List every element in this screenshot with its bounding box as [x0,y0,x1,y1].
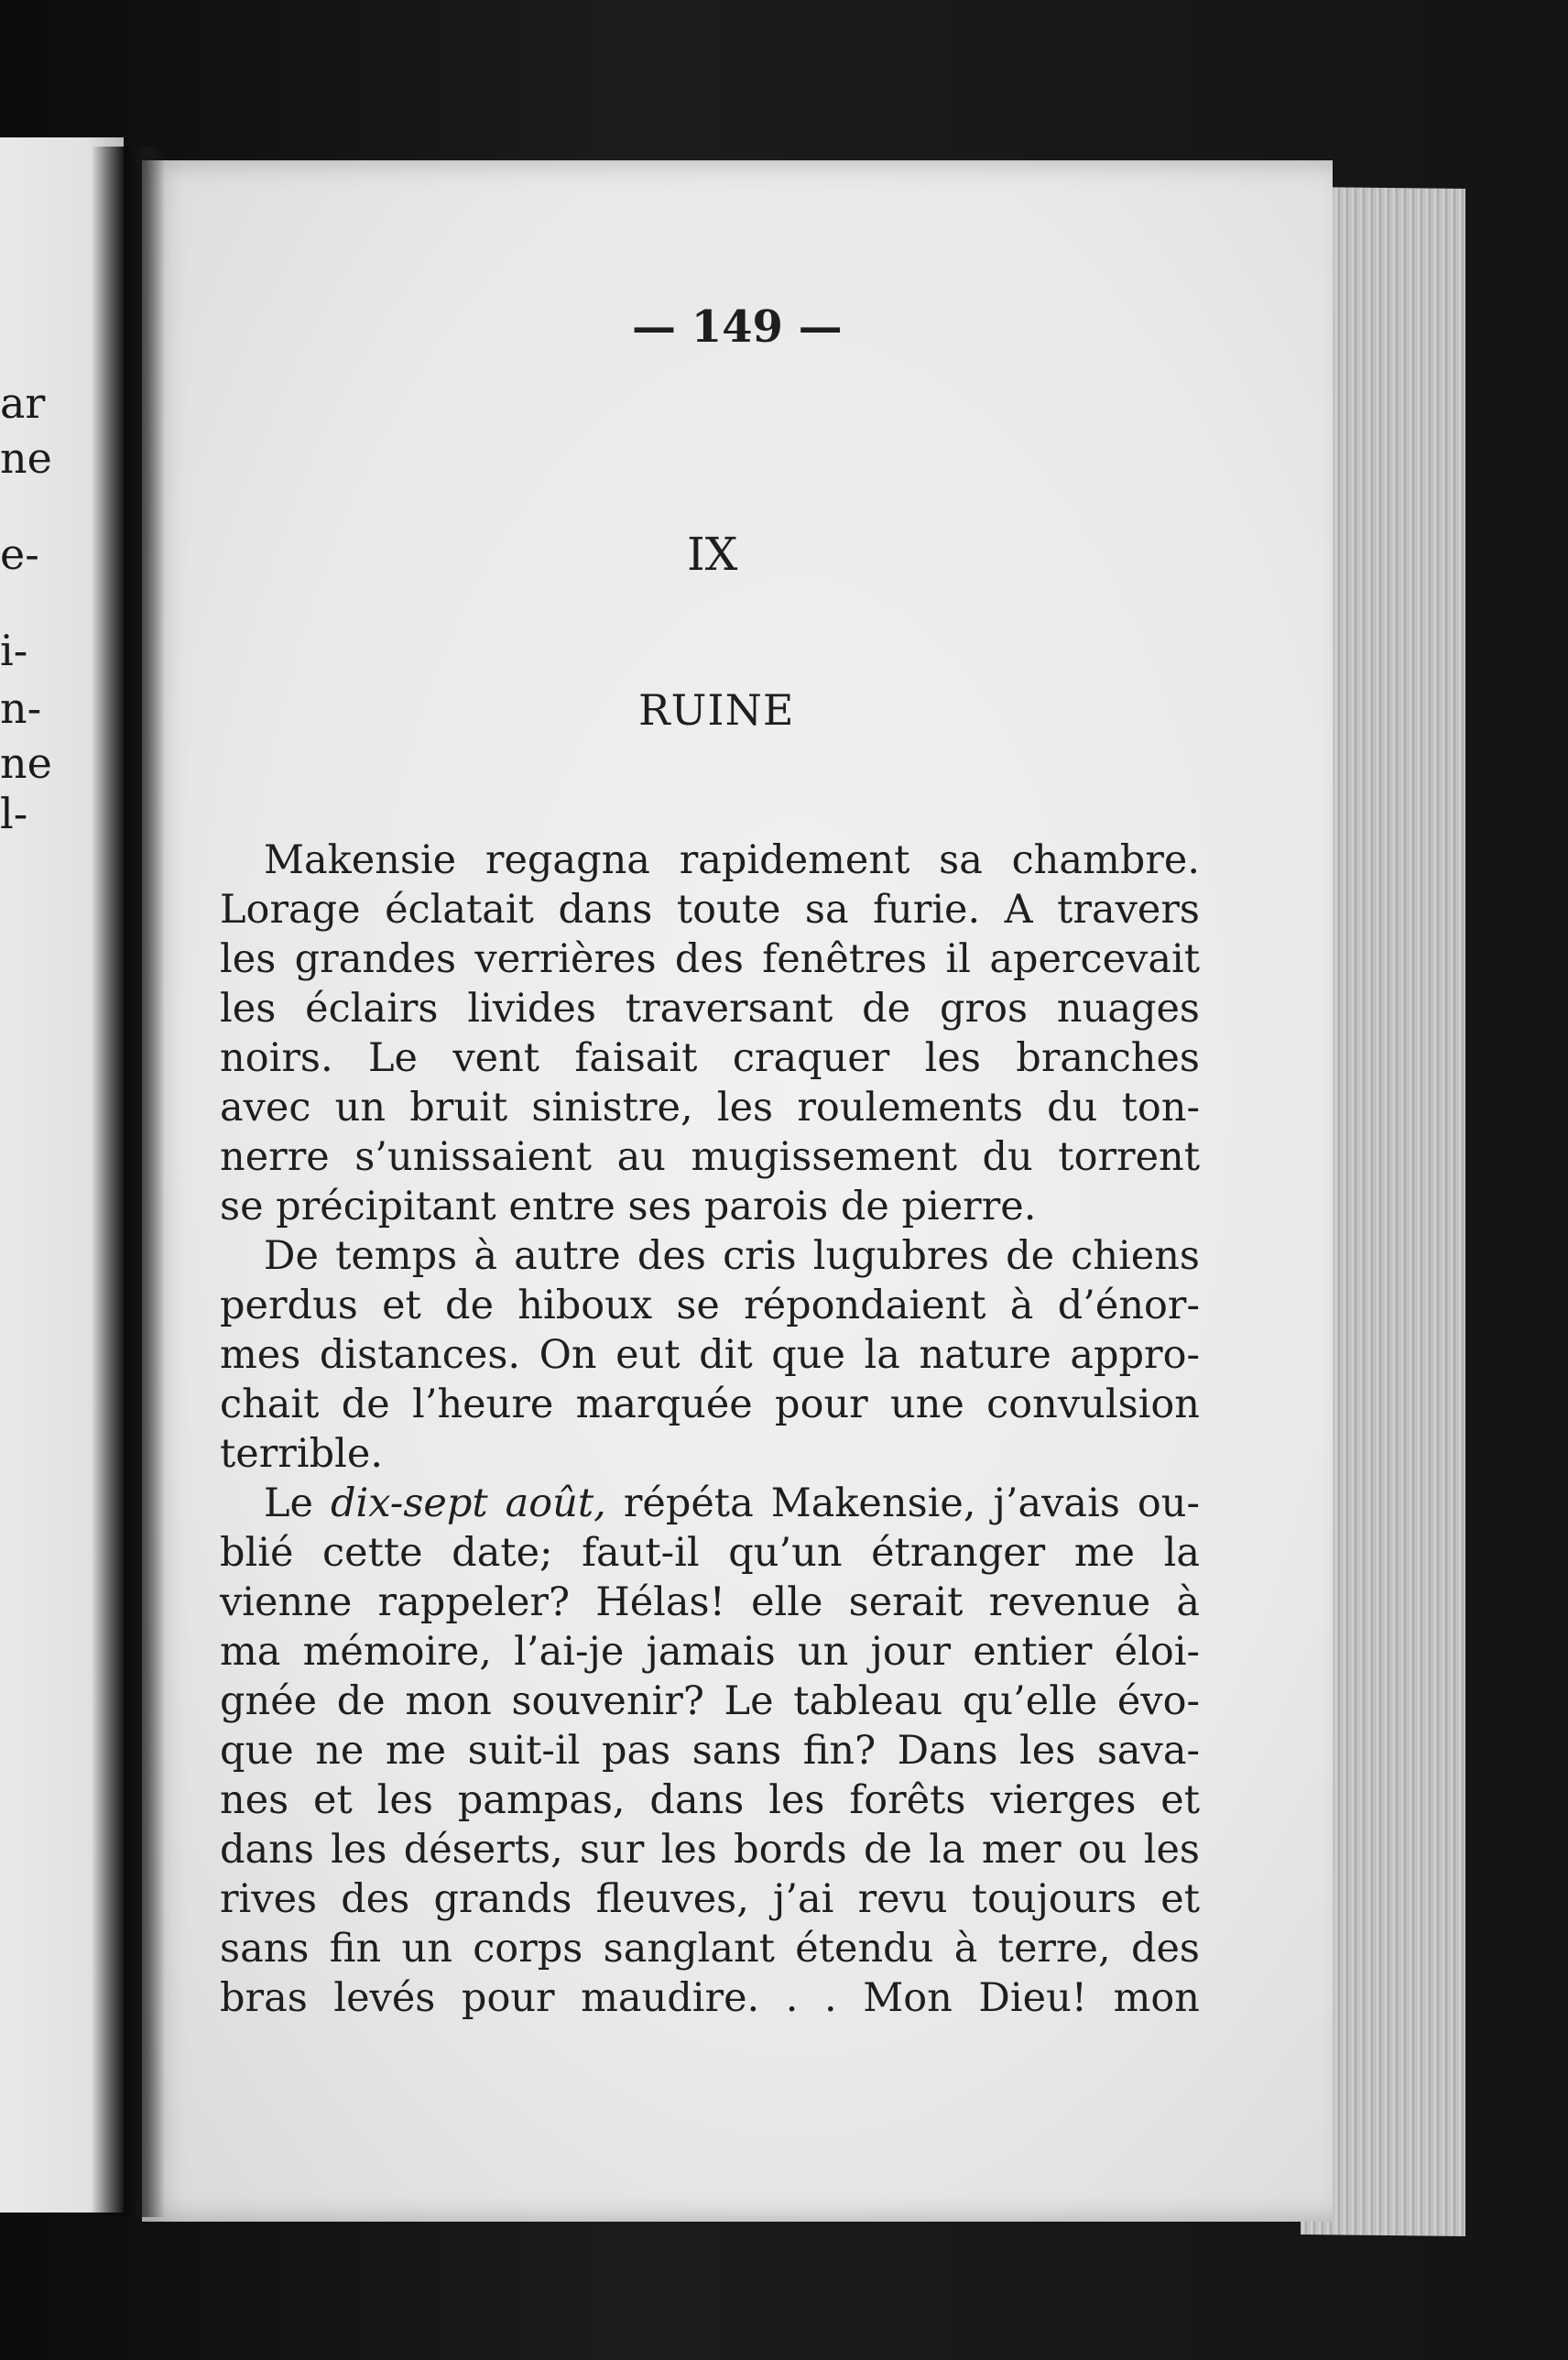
left-page-fragment: n- [0,683,42,733]
text-line: les éclairs livides traversant de gros nuages [220,986,1200,1032]
text-line: se précipitant entre ses parois de pierre. [220,1184,1037,1229]
text-line: les grandes verrières des fenêtres il apercevait [220,936,1200,982]
text-line: sans fin un corps sanglant étendu à terre, des [220,1926,1200,1972]
text-line: ma mémoire, l’ai-je jamais un jour entier éloi- [220,1629,1200,1675]
text-line: vienne rappeler? Hélas! elle serait revenue à [220,1579,1200,1625]
text-line: avec un bruit sinistre, les roulements du ton- [220,1085,1200,1131]
text-line: blié cette date; faut-il qu’un étranger me la [220,1530,1200,1576]
left-page-fragment: ne [0,433,52,483]
text-line: terrible. [220,1431,383,1477]
left-page-fragment: ar [0,378,46,428]
text-line: noirs. Le vent faisait craquer les branches [220,1035,1200,1081]
text-line: bras levés pour maudire. . . Mon Dieu! mon [220,1975,1200,2021]
body-text [220,836,1200,2023]
text-segment: répéta Makensie, j’avais ou- [605,1480,1201,1526]
left-page-fragment: ne [0,738,52,788]
text-line: rives des grands fleuves, j’ai revu toujours et [220,1876,1200,1922]
text-line: Makensie regagna rapidement sa chambre. [264,837,1200,883]
text-line: mes distances. On eut dit que la nature appro- [220,1332,1200,1378]
text-line: gnée de mon souvenir? Le tableau qu’elle évo- [220,1678,1200,1724]
text-line: chait de l’heure marquée pour une convulsion [220,1382,1200,1427]
left-page-fragment: e- [0,530,39,579]
book-gutter [92,147,165,2217]
text-line: De temps à autre des cris lugubres de chiens [264,1233,1200,1279]
text-line: que ne me suit-il pas sans fin? Dans les sava- [220,1728,1200,1774]
left-page-fragment: l- [0,789,28,838]
emphasized-date: dix-sept août, [331,1480,606,1526]
text-line [220,1479,1200,1528]
chapter-title: RUINE [638,685,795,735]
text-segment: Le [264,1480,332,1526]
text-line: Lorage éclatait dans toute sa furie. A travers [220,887,1200,933]
text-line: nes et les pampas, dans les forêts vierges et [220,1777,1200,1823]
text-line: perdus et de hiboux se répondaient à d’énor- [220,1283,1200,1328]
text-line: dans les déserts, sur les bords de la mer ou les [220,1827,1200,1873]
text-line: nerre s’unissaient au mugissement du torrent [220,1134,1200,1180]
left-page-fragment: i- [0,626,28,675]
page-number: — 149 — [632,301,843,353]
chapter-number: IX [687,528,738,581]
